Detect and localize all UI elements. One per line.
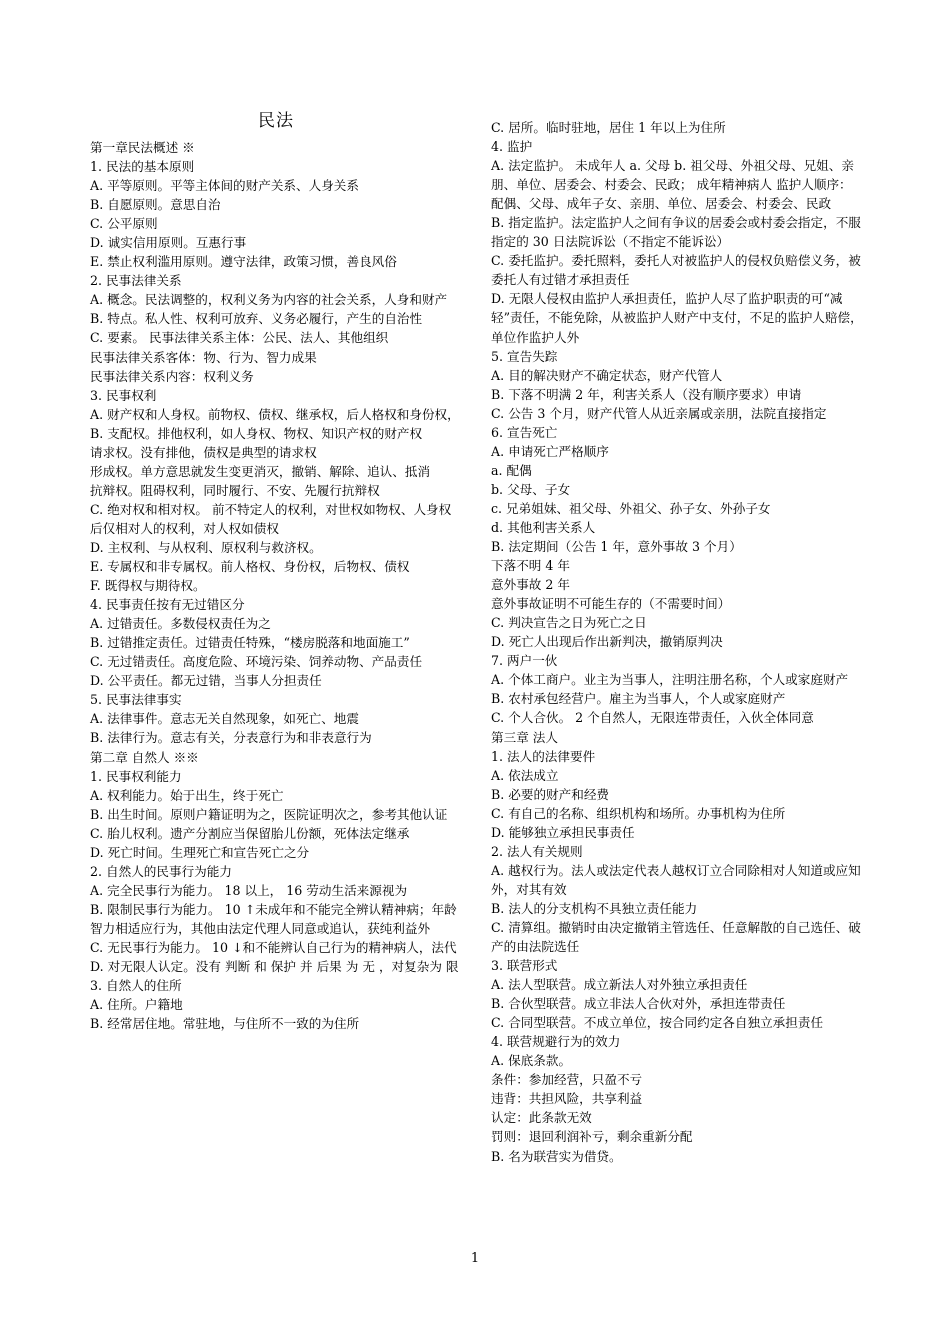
text-line: C. 合同型联营。不成立单位，按合同约定各自独立承担责任 <box>491 1015 824 1031</box>
text-line: 1. 法人的法律要件 <box>491 748 596 764</box>
text-line: B. 下落不明满 2 年，利害关系人（没有顺序要求）申请 <box>491 386 802 402</box>
text-line: A. 申请死亡严格顺序 <box>491 443 609 459</box>
page-title: 民法 <box>258 111 294 131</box>
text-line: 2. 民事法律关系 <box>90 273 182 289</box>
text-line: 2. 自然人的民事行为能力 <box>90 863 232 879</box>
text-line: A. 权利能力。始于出生，终于死亡 <box>90 787 284 803</box>
text-line: D. 主权利、与从权利、原权利与救济权。 <box>90 539 322 555</box>
text-line: D. 能够独立承担民事责任 <box>491 824 635 840</box>
text-line: 后仅相对人的权利，对人权如债权 <box>90 520 279 536</box>
text-line: D. 死亡时间。生理死亡和宣告死亡之分 <box>90 844 310 860</box>
text-line: A. 概念。民法调整的，权利义务为内容的社会关系，人身和财产 <box>90 292 448 308</box>
left-column-lines <box>90 138 462 1033</box>
text-line: B. 名为联营实为借贷。 <box>491 1148 622 1164</box>
text-line: C. 有自己的名称、组织机构和场所。办事机构为住所 <box>491 805 786 821</box>
text-line: B. 指定监护。法定监护人之间有争议的居委会或村委会指定，不服指定的 30 日法院诉讼（不指定不能诉讼） <box>491 215 861 250</box>
text-line: 3. 联营形式 <box>491 958 558 974</box>
text-line: 5. 宣告失踪 <box>491 348 558 364</box>
text-line: A. 过错责任。多数侵权责任为之 <box>90 616 271 632</box>
text-line: 3. 自然人的住所 <box>90 978 182 994</box>
text-line: 认定：此条款无效 <box>491 1110 592 1126</box>
text-line: A. 完全民事行为能力。 18 以上， 16 劳动生活来源视为 <box>90 882 408 898</box>
text-line: C. 个人合伙。 2 个自然人，无限连带责任，入伙全体同意 <box>491 710 814 726</box>
text-line: B. 过错推定责任。过错责任特殊，“楼房脱落和地面施工” <box>90 635 410 651</box>
text-line: C. 委托监护。委托照料，委托人对被监护人的侵权负赔偿义务，被委托人有过错才承担责任 <box>491 253 861 288</box>
text-line: 意外事故证明不可能生存的（不需要时间） <box>491 596 731 612</box>
text-line: E. 专属权和非专属权。前人格权、身份权，后物权、债权 <box>90 559 410 575</box>
text-line: C. 判决宣告之日为死亡之日 <box>491 615 647 631</box>
text-line: 下落不明 4 年 <box>491 558 570 574</box>
right-column <box>491 118 863 1166</box>
text-line: C. 居所。临时驻地，居住 1 年以上为住所 <box>491 120 726 135</box>
text-line: B. 限制民事行为能力。 10 ↑未成年和不能完全辨认精神病；年龄智力相适应行为，其他由法定代理人同意或追认，获纯利益外 <box>90 901 457 936</box>
text-line: B. 合伙型联营。成立非法人合伙对外，承担连带责任 <box>491 996 786 1012</box>
text-line: c. 兄弟姐妹、祖父母、外祖父、孙子女、外孙子女 <box>491 500 771 516</box>
text-line: 4. 监护 <box>491 139 533 155</box>
text-line: 请求权。没有排他，债权是典型的请求权 <box>90 444 317 460</box>
text-line: 4. 民事责任按有无过错区分 <box>90 597 245 613</box>
text-line: C. 清算组。撤销时由决定撤销主管选任、任意解散的自己选任、破产的由法院选任 <box>491 919 861 955</box>
text-line: B. 经常居住地。常驻地，与住所不一致的为住所 <box>90 1016 360 1032</box>
text-line: D. 死亡人出现后作出新判决，撤销原判决 <box>491 634 723 650</box>
text-line: C. 无过错责任。高度危险、环境污染、饲养动物、产品责任 <box>90 654 423 670</box>
text-line: B. 必要的财产和经费 <box>491 786 610 802</box>
text-line: 条件：参加经营，只盈不亏 <box>491 1072 643 1088</box>
text-line: C. 无民事行为能力。 10 ↓和不能辨认自己行为的精神病人，法代 <box>90 939 457 955</box>
text-line: 意外事故 2 年 <box>491 577 570 593</box>
text-line: B. 出生时间。原则户籍证明为之，医院证明次之，参考其他认证 <box>90 806 448 822</box>
text-line: B. 法律行为。意志有关，分表意行为和非表意行为 <box>90 730 372 746</box>
text-line: 7. 两户一伙 <box>491 653 558 669</box>
right-column-lines <box>491 118 863 1166</box>
page-number: 1 <box>470 1251 480 1266</box>
text-line: A. 财产权和人身权。前物权、债权、继承权，后人格权和身份权， <box>90 406 460 422</box>
text-line: A. 依法成立 <box>491 767 559 783</box>
text-line: D. 诚实信用原则。互惠行事 <box>90 235 247 251</box>
text-line: C. 公平原则 <box>90 216 158 232</box>
text-line: C. 绝对权和相对权。 前不特定人的权利，对世权如物权、人身权 <box>90 501 452 517</box>
text-line: 民事法律关系客体：物、行为、智力成果 <box>90 349 317 365</box>
text-line: A. 目的解决财产不确定状态，财产代管人 <box>491 367 723 383</box>
text-line: A. 平等原则。平等主体间的财产关系、人身关系 <box>90 178 359 194</box>
text-line: 形成权。单方意思就发生变更消灭，撤销、解除、追认、抵消 <box>90 463 431 479</box>
text-line: d. 其他利害关系人 <box>491 519 596 535</box>
text-line: 第一章民法概述 ※ <box>90 140 195 155</box>
text-line: B. 法人的分支机构不具独立责任能力 <box>491 900 698 916</box>
text-line: A. 保底条款。 <box>491 1053 572 1069</box>
text-line: 1. 民事权利能力 <box>90 768 182 784</box>
text-line: A. 个体工商户。业主为当事人，注明注册名称，个人或家庭财产 <box>491 672 849 688</box>
text-line: 罚则：退回利润补亏，剩余重新分配 <box>491 1129 693 1145</box>
text-line: C. 胎儿权利。遗产分割应当保留胎儿份额，死体法定继承 <box>90 825 410 841</box>
text-line: C. 公告 3 个月，财产代管人从近亲属或亲朋，法院直接指定 <box>491 405 827 421</box>
text-line: E. 禁止权利滥用原则。遵守法律，政策习惯，善良风俗 <box>90 254 397 270</box>
text-line: A. 法人型联营。成立新法人对外独立承担责任 <box>491 977 748 993</box>
text-line: b. 父母、子女 <box>491 481 571 497</box>
text-line: 2. 法人有关规则 <box>491 843 583 859</box>
text-line: F. 既得权与期待权。 <box>90 578 206 594</box>
text-line: B. 特点。私人性、权利可放弃、义务必履行，产生的自治性 <box>90 311 423 327</box>
text-line: B. 农村承包经营户。雇主为当事人，个人或家庭财产 <box>491 691 786 707</box>
text-line: 民事法律关系内容：权利义务 <box>90 368 254 384</box>
text-line: 3. 民事权利 <box>90 387 157 403</box>
text-line: 抗辩权。阻碍权利，同时履行、不安、先履行抗辩权 <box>90 482 380 498</box>
text-line: B. 支配权。排他权利，如人身权、物权、知识产权的财产权 <box>90 425 423 441</box>
text-line: 违背：共担风险，共享利益 <box>491 1091 643 1107</box>
text-line: 1. 民法的基本原则 <box>90 159 195 175</box>
text-line: A. 法律事件。意志无关自然现象，如死亡、地震 <box>90 711 359 727</box>
text-line: A. 越权行为。法人或法定代表人越权订立合同除相对人知道或应知外，对其有效 <box>491 862 861 897</box>
text-line: 5. 民事法律事实 <box>90 692 182 708</box>
text-line: A. 法定监护。 未成年人 a. 父母 b. 祖父母、外祖父母、兄姐、亲朋、单位、居委会、村委会、民政； 成年精神病人 监护人顺序：配偶、父母、成年子女、亲朋、单位、居委会、村委会、民政 <box>491 158 854 212</box>
text-line: 第二章 自然人 ※※ <box>90 749 199 765</box>
text-line: 6. 宣告死亡 <box>491 424 558 440</box>
text-line: 第三章 法人 <box>491 729 558 745</box>
left-column <box>90 111 462 1033</box>
text-line: B. 法定期间（公告 1 年，意外事故 3 个月） <box>491 539 742 555</box>
text-line: C. 要素。 民事法律关系主体：公民、法人、其他组织 <box>90 330 389 346</box>
text-line: D. 公平责任。都无过错，当事人分担责任 <box>90 673 322 689</box>
text-line: a. 配偶 <box>491 462 532 478</box>
text-line: A. 住所。户籍地 <box>90 997 183 1013</box>
text-line: D. 无限人侵权由监护人承担责任，监护人尽了监护职责的可“减轻”责任，不能免除，从被监护人财产中支付，不足的监护人赔偿，单位作监护人外 <box>491 291 863 345</box>
text-line: 4. 联营规避行为的效力 <box>491 1034 621 1050</box>
text-line: D. 对无限人认定。没有 判断 和 保护 并 后果 为 无 ，对复杂为 限 <box>90 959 459 975</box>
text-line: B. 自愿原则。意思自治 <box>90 197 221 213</box>
